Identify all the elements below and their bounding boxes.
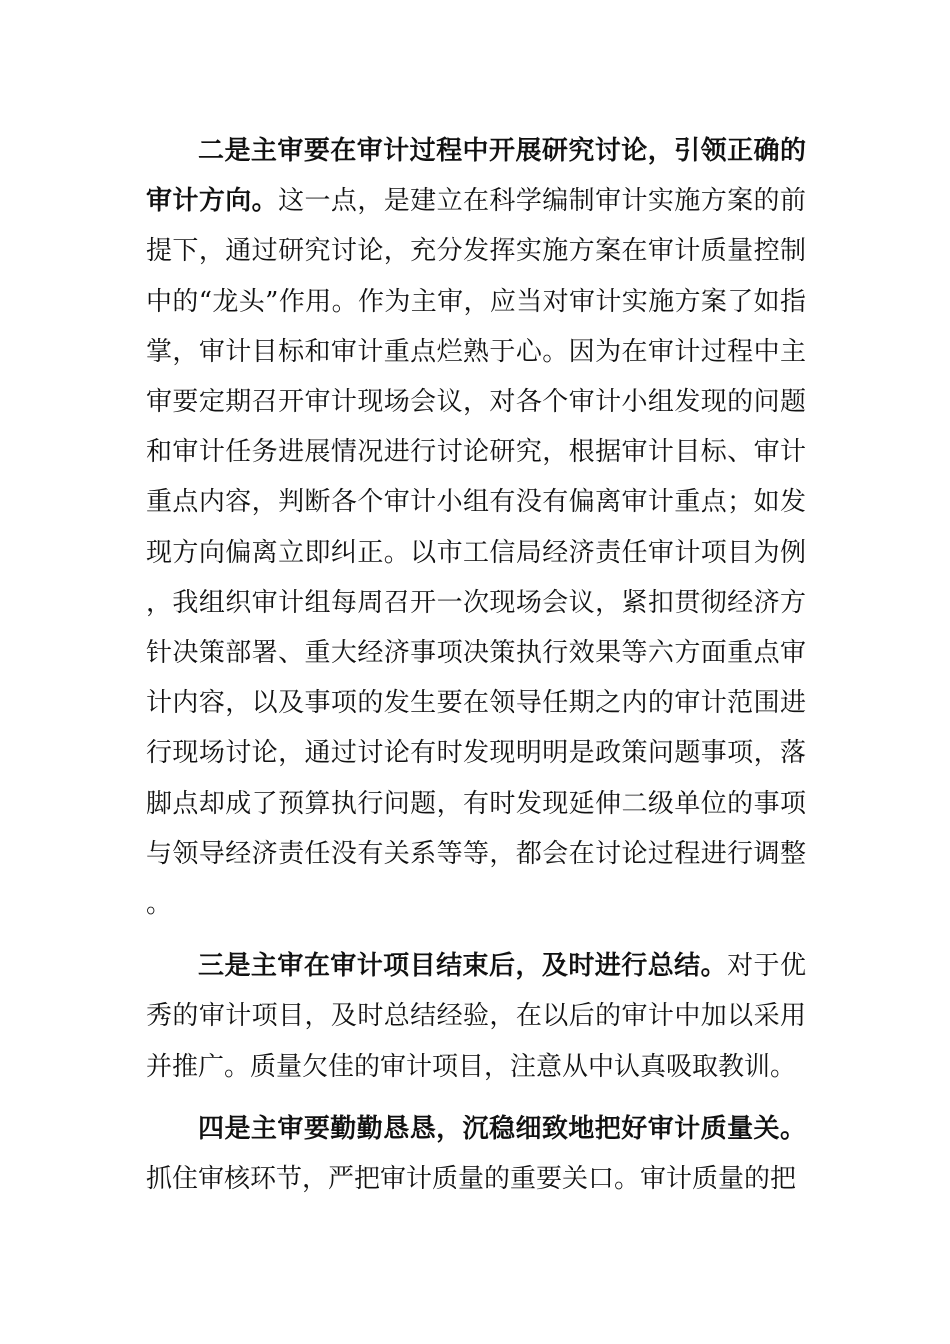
paragraph-2: [146, 126, 806, 929]
paragraph-4: [146, 1104, 806, 1204]
paragraph-4-lead: 四是主审要勤勤恳恳，沉稳细致地把好审计质量关。: [198, 1113, 806, 1144]
paragraph-4-body: 抓住审核环节，严把审计质量的重要关口。审计质量的把: [146, 1164, 797, 1195]
paragraph-3: [146, 941, 806, 1092]
paragraph-3-body: 对于优秀的审计项目，及时总结经验，在以后的审计中加以采用并推广。质量欠佳的审计项目，注意从中认真吸取教训。: [146, 951, 806, 1082]
paragraph-2-lead: 二是主审要在审计过程中开展研究讨论，引领正确的审计方向。: [146, 136, 806, 217]
paragraph-3-lead: 三是主审在审计项目结束后，及时进行总结。: [198, 951, 728, 982]
paragraph-2-body: 这一点，是建立在科学编制审计实施方案的前提下，通过研究讨论，充分发挥实施方案在审计质量控制中的“龙头”作用。作为主审，应当对审计实施方案了如指掌，审计目标和审计重点烂熟于心。因为在审计过程中主审要定期召开审计现场会议，对各个审计小组发现的问题和审计任务进展情况进行讨论研究，根据审计目标、审计重点内容，判断各个审计小组有没有偏离审计重点；如发现方向偏离立即纠正。以市工信局经济责任审计项目为例，我组织审计组每周召开一次现场会议，紧扣贯彻经济方针决策部署、重大经济事项决策执行效果等六方面重点审计内容，以及事项的发生要在领导任期之内的审计范围进行现场讨论，通过讨论有时发现明明是政策问题事项，落脚点却成了预算执行问题，有时发现延伸二级单位的事项与领导经济责任没有关系等等，都会在讨论过程进行调整。: [146, 186, 806, 920]
document-page: [146, 126, 806, 1204]
